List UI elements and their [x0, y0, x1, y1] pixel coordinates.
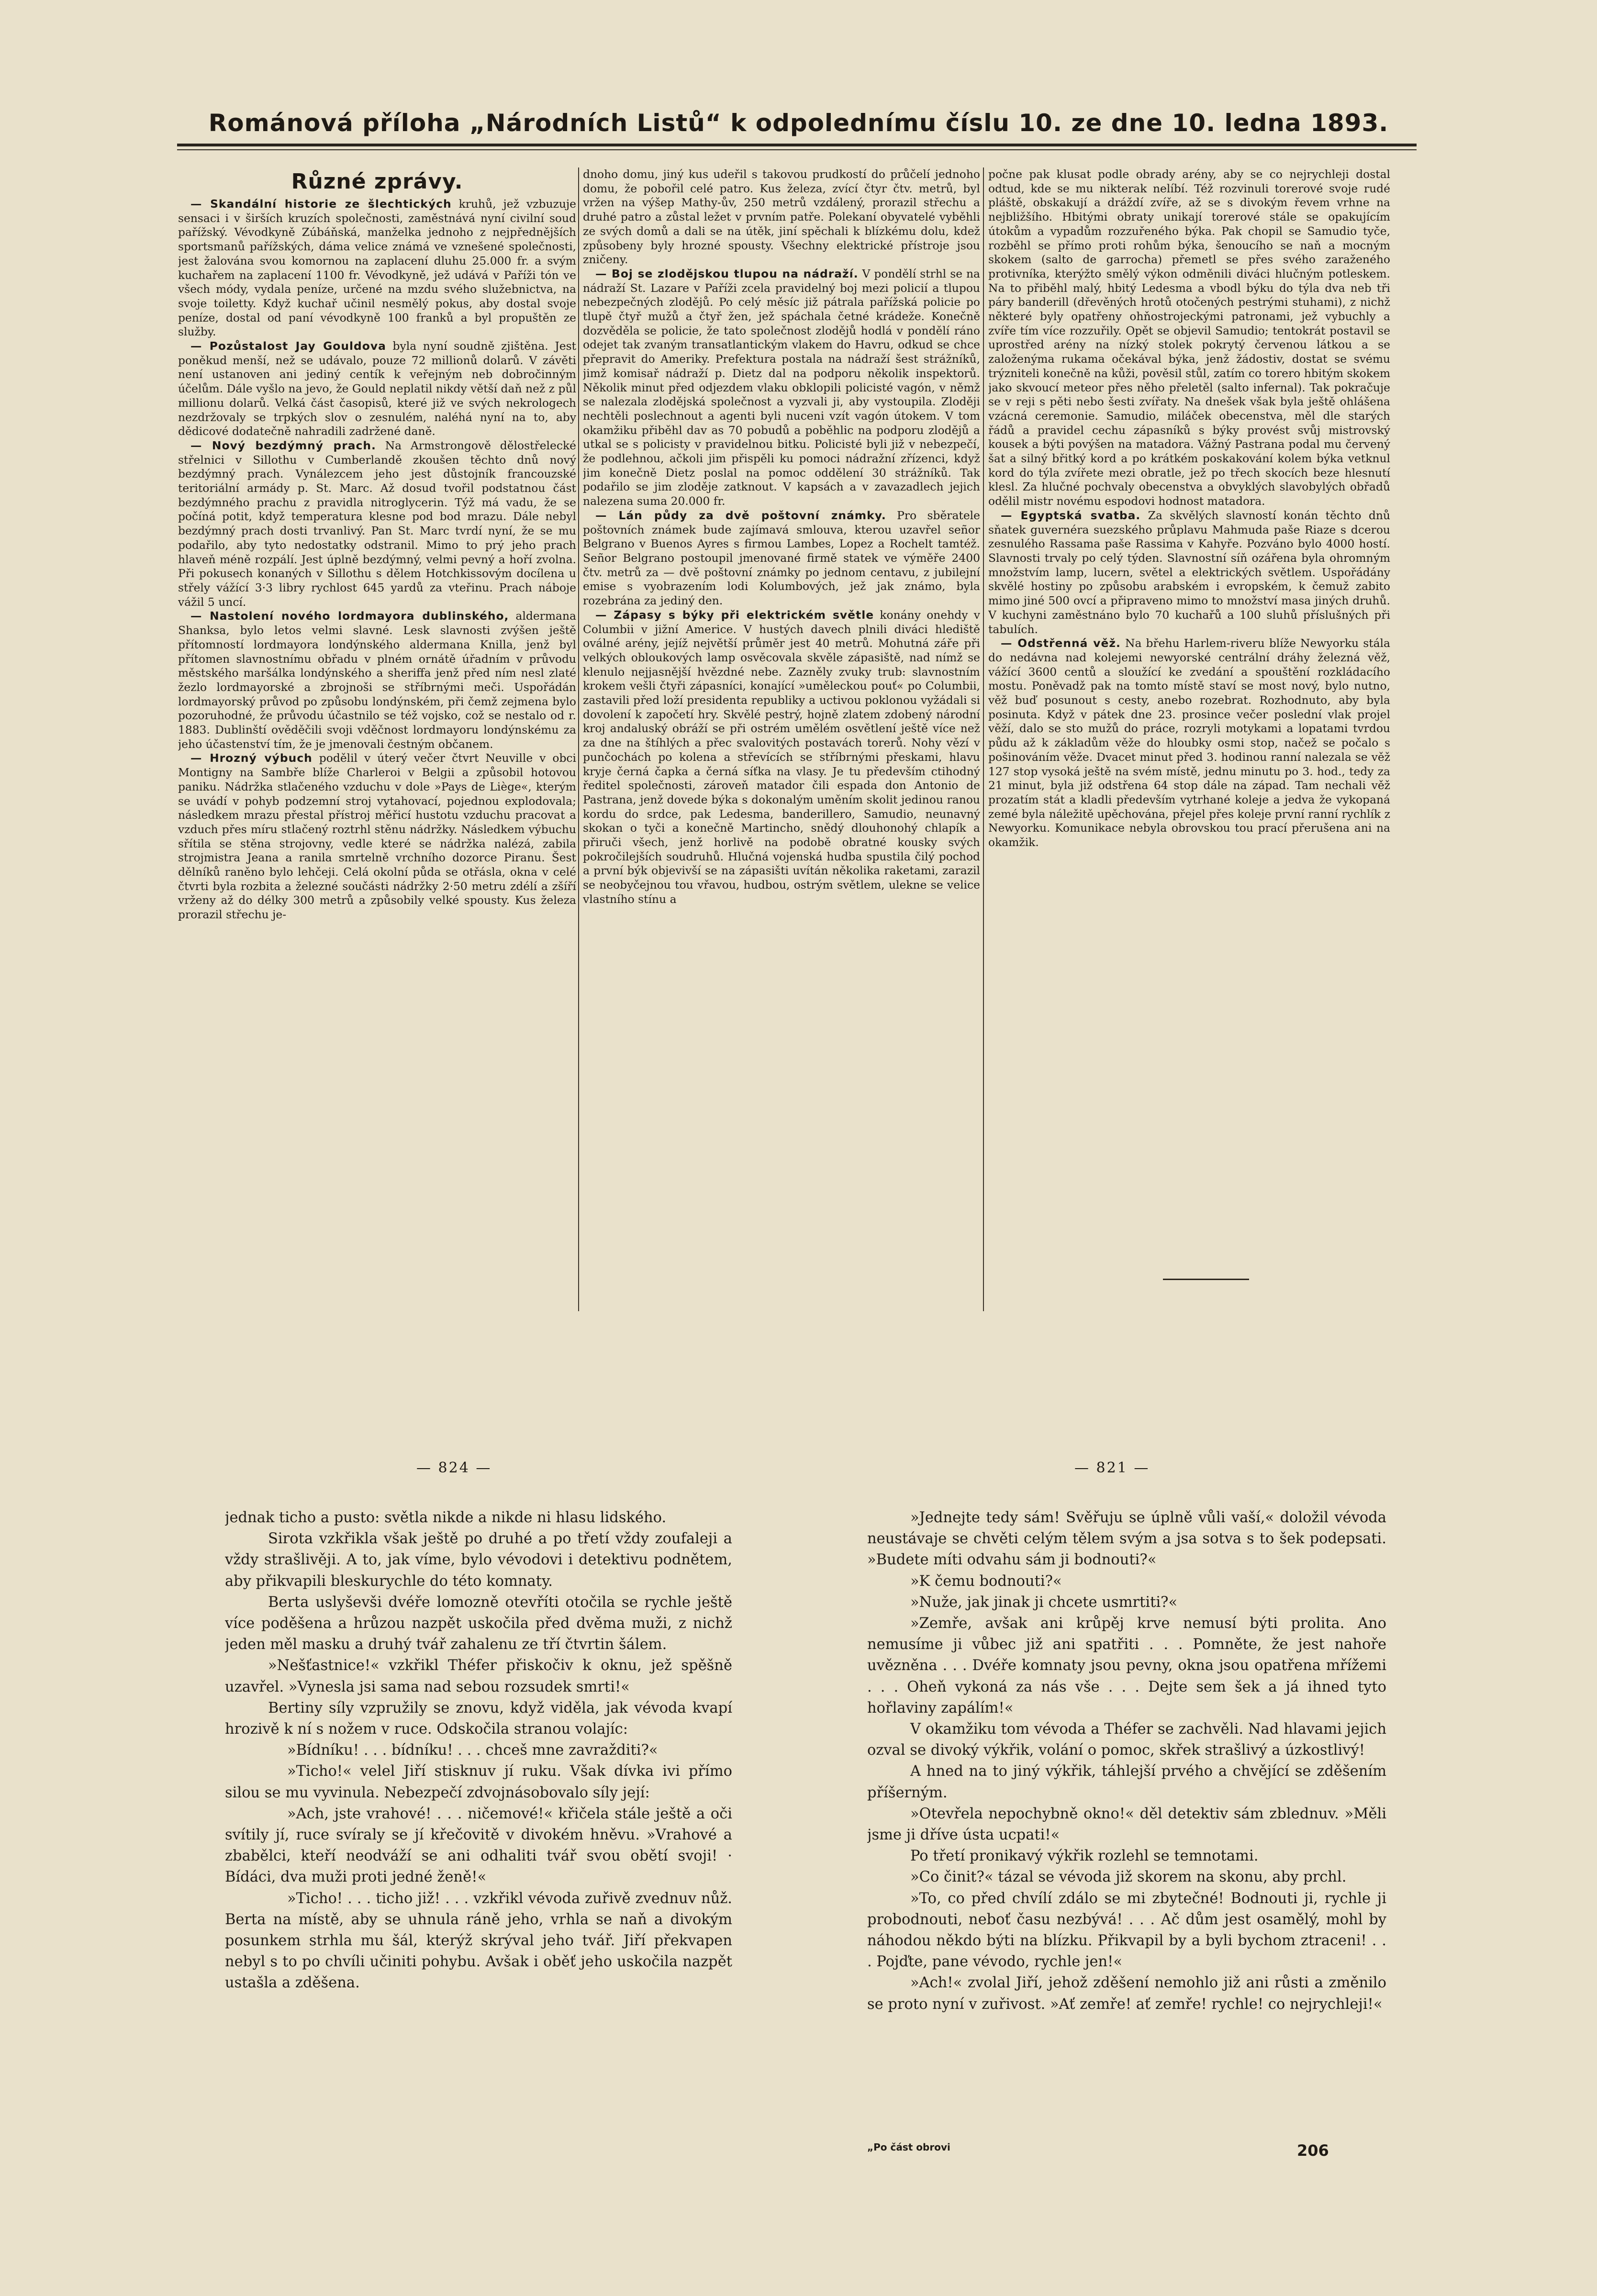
novel-paragraph: »Bídníku! . . . bídníku! . . . chceš mne zavražditi?«	[287, 1742, 658, 1759]
novel-paragraph: »Ach, jste vrahové! . . . ničemové!« křičela stále ještě a oči svítily jí, ruce svíraly se jí křečovitě v divokém hněvu. »Vrahové a zbabělci, kteří neodváží se ani odhaliti tvář svou obětí svoji! · Bídáci, dva muži proti jedné ženě!«	[225, 1805, 732, 1886]
page-number-left: — 824 —	[416, 1460, 492, 1476]
article-heading: — Lán půdy za dvě poštovní známky.	[595, 508, 886, 522]
article-text: V pondělí strhl se na nádraží St. Lazare v Paříži zcela pravidelný boj mezi policií a tlupou nebezpečných zlodějů. Po celý měsíc již pátrala pařížská policie po tlupě čtyř mužů a čtyř žen, jež spáchala četné krádeže. Konečně dozvěděla se policie, že tato společnost zlodějů hodlá v pondělí ráno odejet tak zvaným transatlantickým vlakem do Havru, odkud se chce přepravit do Ameriky. Prefektura postala na nádraží šest strážníků, jimž komisař nádraží p. Dietz dal na podporu několik inspektorů. Několik minut před odjezdem vlaku obklopili policisté vagón, v němž se nalezala zlodějská společnost a vyzvali ji, aby vystoupila. Zloději nechtěli poslechnout a agenti byli nuceni vzít vagón útokem. V tom okamžiku přiběhl dav as 70 pobudů a poběhlic na podporu zlodějů a utkal se s policisty v pravidelnou bitku. Policisté byli již v nebezpečí, že podlehnou, ačkoli jim přispěli ku pomoci nádražní zřízenci, když jim konečně Dietz poslal na pomoc oddělení 30 strážníků. Tak podařilo se jim zloděje zatknout. V kapsách a v zavazadlech jejich nalezena suma 20.000 fr.	[583, 267, 980, 508]
novel-paragraph: »Ticho!« velel Jiří stisknuv jí ruku. Však dívka ivi přímo silou se mu vyvinula. Nebezpečí zdvojnásobovalo síly její:	[225, 1763, 732, 1801]
footer-sheet-number: 206	[1297, 2141, 1329, 2160]
novel-paragraph: jednak ticho a pusto: světla nikde a nikde ni hlasu lidského.	[225, 1509, 667, 1526]
header-rule-thick	[177, 144, 1417, 146]
article-paragraph	[988, 167, 1390, 509]
column-title: Různé zprávy.	[291, 169, 463, 194]
article-paragraph	[583, 509, 980, 608]
article-text: aldermana Shanksa, bylo letos velmi slavné. Lesk slavnosti zvýšen ještě přítomností lordmayora londýnského aldermana Knilla, jenž byl přítomen slavnostnímu obřadu v plném ornátě úřadním v průvodu městského maršálka londýnského a sheriffa jenž před ním nesl zlaté žezlo lordmayorské a zbrojnoši se stříbrnými meči. Uspořádán lordmayorský průvod po způsobu londýnském, při čemž zejmena bylo pozoruhodné, že průvodu účastnilo se též vojsko, což se nestalo od r. 1883. Dublinští ověděčili svoji vděčnost lordmayoru londýnskému za jeho účastenství tím, že je jmenovali čestným občanem.	[178, 609, 576, 751]
footer-catchword: „Po část obrovi	[867, 2141, 950, 2153]
article-heading: — Odstřenná věž.	[1001, 636, 1121, 650]
column-1-body	[178, 197, 576, 922]
column-3-body	[988, 167, 1390, 850]
article-text: konány onehdy v Columbii v jižní Americe. V hustých davech plnili diváci hlediště oválné arény, jejíž největší průměr jest 40 metrů. Mohutná záře při velkých obloukových lamp osvěcovala skvěle zápasiště, nad nímž se klenulo nejjasnější hvězdné nebe. Zazněly zvuky trub: slavnostním krokem vešli čtyři zápasníci, konající »uměleckou pouť« po Columbii, zastavili před loží presidenta republiky a uctivou poklonou vyžádali si dovolení k započetí hry. Skvělé pestrý, hojně zlatem zdobený národní kroj andaluský obráží se při ostrém umělém osvětlení ještě více než za dne na štíhlých a přec svalovitých postavách torerů. Nohy vězí v punčochách po kolena a střevících se stříbrnými přeskami, hlavu kryje černá čapka a černá síťka na vlasy. Je tu především ctihodný ředitel společnosti, zároveň matador čili espada don Antonio de Pastrana, jenž dovede býka s dokonalým uměním skolit jedinou ranou kordu do srdce, pak Ledesma, banderillero, Samudio, neunavný skokan o tyči a konečně Martincho, snědý dlouhonohý chlapík a přiruči všech, jenž horlivě na podobě obratné kousky svých pokročilejších soudruhů. Hlučná vojenská hudba spustila čilý pochod a první býk objevivší se na zápasišti uvítán několika raketami, zarazil se neobyčejnou tou vřavou, hudbou, ostrým světlem, ulekne se velice vlastního stínu a	[583, 608, 980, 906]
novel-paragraph: »Jednejte tedy sám! Svěřuju se úplně vůli vaší,« doložil vévoda neustávaje se chvěti celým tělem svým a jsa sotva s to šek podepsati. »Budete míti odvahu sám ji bodnouti?«	[867, 1509, 1386, 1569]
article-text: Pro sběratele poštovních známek bude zajímavá smlouva, kterou uzavřel señor Belgrano v Buenos Ayres s firmou Lambes, Lopez a Rochelt tamtéž. Señor Belgrano postoupil jmenované firmě statek ve výměře 2400 čtv. metrů za — dvě poštovní známky po jednom centavu, z jubilejní emise s vyobrazením lodi Kolumbových, jež jak známo, byla rozebrána za jediný den.	[583, 508, 980, 608]
novel-paragraph: »Ach!« zvolal Jiří, jehož zděšení nemohlo již ani růsti a změnilo se proto nyní v zuřivost. »Ať zemře! ať zemře! rychle! co nejrychleji!«	[867, 1974, 1386, 2013]
article-heading: — Hrozný výbuch	[190, 751, 313, 765]
article-text: Za skvělých slavností konán těchto dnů sňatek guvernéra suezského průplavu Mahmuda paše Riaze s dcerou zesnulého Rassama paše Rassima v Kahyře. Pozváno bylo 4000 hostí. Slavnosti trvaly po celý týden. Slavnostní síň ozářena byla ohromným množstvím lamp, lucern, světel a elektrických světlem. Uspořádány skvělé hostiny po způsobu arabském i evropském, k čemuž zabito mimo jiné 500 ovcí a připraveno mimo to množství masa jiných druhů. V kuchyni zaměstnáno bylo 70 kuchařů a 100 sluhů příslušných při tabulích.	[988, 508, 1390, 636]
article-text: byla nyní soudně zjištěna. Jest poněkud menší, než se udávalo, pouze 72 millionů dolarů. V závěti není ustanoven ani jediný centík k veřejným neb dobročinným účelům. Dále vyšlo na jevo, že Gould neplatil nikdy větší daň než z půl millionu dolarů. Velká část časopisů, které již ve svých nekrologech nezdržovaly se trpkých slov o zesnulém, naléhá nyní na to, aby dědicové dodatečně nahradili zadržené daně.	[178, 339, 576, 438]
article-heading: — Egyptská svatba.	[1001, 508, 1141, 522]
page-number-right: — 821 —	[1074, 1460, 1150, 1476]
article-heading: — Skandální historie ze šlechtických	[190, 197, 452, 211]
news-column-3	[988, 167, 1390, 1306]
article-paragraph	[988, 509, 1390, 636]
article-paragraph	[988, 636, 1390, 850]
novel-paragraph: Sirota vzkřikla však ještě po druhé a po třetí vždy zoufaleji a vždy strašlivěji. A to, jak víme, bylo vévodovi i detektivu podnětem, aby přikvapili bleskurychle do této komnaty.	[225, 1530, 732, 1590]
novel-paragraph: »To, co před chvílí zdálo se mi zbytečné! Bodnouti ji, rychle ji probodnouti, neboť času nezbývá! . . . Ač dům jest osamělý, mohl by náhodou někdo býti na blízku. Přikvapil by a byli bychom ztraceni! . . . Pojďte, pane vévodo, rychle jen!«	[867, 1890, 1386, 1971]
article-heading: — Nastolení nového lordmayora dublinského,	[190, 609, 509, 623]
article-heading: — Zápasy s býky při elektrickém světle	[595, 608, 874, 622]
article-text: dnoho domu, jiný kus udeřil s takovou prudkostí do průčelí jednoho domu, že pobořil celé patro. Kus železa, zvící čtyr čtv. metrů, byl vržen na výšep Mathy-ův, 250 metrů vzdálený, prorazil střechu a druhé patro a zůstal ležet v prvním patře. Polekaní obyvatelé vyběhli ze svých domů a dali se na útěk, jiní spěchali k blízkému dolu, kdež způsobeny byly hrozné spousty. Všechny elektrické přístroje jsou zničeny.	[583, 167, 980, 267]
article-paragraph	[178, 339, 576, 439]
novel-paragraph: »Co činit?« tázal se vévoda již skorem na skonu, aby prchl.	[910, 1869, 1347, 1886]
article-text: Na Armstrongově dělostřelecké střelnici v Sillothu v Cumberlandě zkoušen těchto dnů nový bezdýmný prach. Vynálezcem jeho jest důstojník francouzské teritoriální armády p. St. Marc. Až dosud tvořil podstatnou část bezdýmného prachu z pravidla nitroglycerin. Týž má vadu, že se počíná potit, když temperatura klesne pod bod mrazu. Dále nebyl bezdýmný prach dosti trvanlivý. Pan St. Marc tvrdí nyní, že se mu podařilo, aby tyto nedostatky odstranil. Mimo to prý jeho prach hlaveň méně rozpálí. Jest úplně bezdýmný, velmi pevný a hoří zvolna. Při pokusech konaných v Sillothu s dělem Hotchkissovým docílena u střely vážící 3·3 libry rychlost 645 yardů za vteřinu. Prach náboje vážil 5 uncí.	[178, 438, 576, 609]
article-text: kruhů, jež vzbuzuje sensaci i v širších kruzích společnosti, zaměstnává nyní civilní soud pařížský. Vévodkyně Zúbáňská, manželka jednoho z nejpřednějších sportsmanů pařížských, dáma velice známá ve vznešené společnosti, jest žalována svou komornou na zaplacení dluhu 25.000 fr. a svým kuchařem na zaplacení 1100 fr. Vévodkyně, jež udává v Paříži tón ve všech módy, vydala peníze, určené na mzdu svého služebnictva, na svoje toiletty. Když kuchař učinil nesmělý pokus, aby dostal svoje peníze, dostal od paní vévodkyně 100 franků a byl propuštěn ze služby.	[178, 197, 576, 339]
article-heading: — Boj se zlodějskou tlupou na nádraží.	[595, 267, 859, 280]
novel-paragraph: »Nuže, jak jinak ji chcete usmrtiti?«	[910, 1594, 1178, 1611]
column-divider	[983, 167, 984, 1311]
article-paragraph	[583, 167, 980, 267]
news-column-2	[583, 167, 980, 1306]
end-rule	[1163, 1279, 1249, 1280]
article-paragraph	[178, 439, 576, 609]
novel-paragraph: Berta uslyševši dvéře lomozně otevříti otočila se rychle ještě více poděšena a hrůzou nazpět uskočila před dvěma muži, z nichž jeden měl masku a druhý tvář zahalenu ze tří čtvrtin šálem.	[225, 1594, 732, 1653]
novel-paragraph: »Otevřela nepochybně okno!« děl detektiv sám zblednuv. »Měli jsme ji dříve ústa ucpati!«	[867, 1805, 1386, 1844]
novel-paragraph: Bertiny síly vzpružily se znovu, když viděla, jak vévoda kvapí hrozivě k ní s nožem v ruce. Odskočila stranou volajíc:	[225, 1699, 732, 1738]
novel-paragraph: »Ticho! . . . ticho již! . . . vzkřikl vévoda zuřivě zvednuv nůž. Berta na místě, aby se uhnula ráně jeho, vrhla se naň a divokým posunkem strhla mu šál, kterýž skrýval jeho tvář. Jiří překvapen nebyl s to po chvíli učiniti pohybu. Avšak i oběť jeho uskočila nazpět ustašla a zděšena.	[225, 1890, 732, 1992]
header-rule-thin	[177, 149, 1417, 150]
article-paragraph	[178, 197, 576, 339]
article-heading: — Nový bezdýmný prach.	[190, 438, 376, 452]
novel-paragraph: »K čemu bodnouti?«	[910, 1572, 1062, 1590]
column-2-body	[583, 167, 980, 907]
article-paragraph	[178, 751, 576, 922]
article-text: počne pak klusat podle obrady arény, aby se co nejrychleji dostal odtud, kde se mu nikterak nelíbí. Též rozvinuli torerové svoje rudé pláště, obskakují a dráždí zvíře, až se s divokým řevem vrhne na nejbližšího. Hbitými obraty unikají torerové stále se opakujícím útokům a vypadům rozzuřeného býka. Pak chopil se Samudio tyče, rozběhl se přímo proti rohům býka, šenoucího se naň a mocným skokem (salto de garrocha) přemetl se přes svého zaraženého protivníka, kterýžto smělý výkon odměnili diváci hlučným potleskem. Na to přiběhl malý, hbitý Ledesma a vbodl býku do týla dva neb tři páry banderill (dřevěných hrotů otočených pestrými stuhami), z nichž některé byly opatřeny ohňostrojeckými patronami, jež vybuchly a zvíře tím více rozzuřily. Opět se objevil Samudio; tentokrát postavil se uprostřed arény na nízký stolek pokrytý červenou látkou a se založenýma rukama očekával býka, jenž žádostiv, dostat se svému trýzniteli konečně na kůži, pověsil stůl, zatím co torero hbitým skokem jako skvoucí meteor přes něho přeletěl (salto infernal). Tak pokračuje se v reji s pěti nebo šesti zvířaty. Na dnešek však byla ještě ohlášena vzácná ceremonie. Samudio, miláček obecenstva, měl dle starých řádů a pravidel cechu zápasníků s býky provést svůj mistrovský kousek a býti povýšen na matadora. Vážný Pastrana podal mu červený šat a silný břitký kord a po krátkém poskakování kolem býka vetknul kord do týla zvířete mezi obratle, jež po třech skocích beze hlesnutí klesl. Za hlučné pochvaly obecenstva a obvyklých slavobylých obřadů odělil mistr novému espodovi hodnost matadora.	[988, 167, 1390, 508]
novel-column-left	[225, 1507, 732, 2144]
novel-column-right	[867, 1507, 1386, 2144]
article-heading: — Pozůstalost Jay Gouldova	[190, 339, 386, 353]
novel-paragraph: Po třetí pronikavý výkřik rozlehl se temnotami.	[910, 1848, 1259, 1865]
article-paragraph	[583, 608, 980, 907]
article-text: podělil v úterý večer čtvrt Neuville v obci Montigny na Sambře blíže Charleroi v Belgii a způsobil hotovou paniku. Nádržka stlačeného vzduchu v dole »Pays de Liège«, kterým se uvádí v pohyb podzemní stroj vytahovací, pojednou explodovala; následkem mrazu přestal přístroj měřicí hustotu vzduchu pracovat a vzduch přes míru stlačený roztrhl stěnu nádržky. Následkem výbuchu sřítila se stěna strojovny, vedle které se nádržka nalézá, zabila strojmistra Jeana a ranila smrtelně vrchního dozorce Piranu. Šest dělníků raněno bylo lehčeji. Celá okolní půda se otřásla, okna v celé čtvrti byla rozbita a železné součásti nádržky 2·50 metru zdélí a zšíří vrženy až do délky 300 metrů a způsobily velké spousty. Kus železa prorazil střechu je-	[178, 751, 576, 922]
article-paragraph	[583, 267, 980, 509]
article-paragraph	[178, 609, 576, 751]
novel-paragraph: »Nešťastnice!« vzkřikl Théfer přiskočiv k oknu, jež spěšně uzavřel. »Vynesla jsi sama nad sebou rozsudek smrti!«	[225, 1657, 732, 1695]
novel-paragraph: »Zemře, avšak ani krůpěj krve nemusí býti prolita. Ano nemusíme ji vůbec již ani spatřiti . . . Pomněte, že jest nahoře uvězněna . . . Dvéře komnaty jsou pevny, okna jsou opatřena mřížemi . . . Oheň vykoná za nás vše . . . Dejte sem šek a já ihned tyto hořlaviny zapálím!«	[867, 1615, 1386, 1716]
page-header: Románová příloha „Národních Listů“ k odpolednímu číslu 10. ze dne 10. ledna 1893.	[208, 109, 1389, 137]
column-divider	[578, 167, 579, 1311]
article-text: Na břehu Harlem-riveru blíže Newyorku stála do nedávna nad kolejemi newyorské centrální dráhy železná věž, vážící 3600 centů a sloužící ke zvedání a spouštění rozkládacího mostu. Poněvadž pak na tomto místě staví se most nový, bylo nutno, věž buď posunout s cesty, anebo rozebrat. Rozhodnuto, aby byla posinuta. Když v pátek dne 23. prosince večer poslední vlak projel věží, dalo se sto mužů do práce, rozryli motykami a lopatami tvrdou půdu až k základům věže do hloubky osmi stop, načež se počalo s pošinováním věže. Dvacet minut před 3. hodinou ranní nalezala se věž 127 stop vysoká ještě na svém místě, jednu minutu po 3. hod., tedy za 21 minut, byla již odstřena 64 stop dále na západ. Tam nechali věž prozatím stát a kladli především vytrhané koleje a jedva že vykopaná zemé byla náležitě upěchována, přejel přes koleje první ranní rychlík z Newyorku. Komunikace nebyla obrovskou tou prací přerušena ani na okamžik.	[988, 636, 1390, 849]
novel-paragraph: A hned na to jiný výkřik, táhlejší prvého a chvějící se zděšením příšerným.	[867, 1763, 1386, 1801]
novel-paragraph: V okamžiku tom vévoda a Théfer se zachvěli. Nad hlavami jejich ozval se divoký výkřik, volání o pomoc, skřek strašlivý a úzkostlivý!	[867, 1721, 1386, 1759]
news-column-1	[178, 167, 576, 1306]
